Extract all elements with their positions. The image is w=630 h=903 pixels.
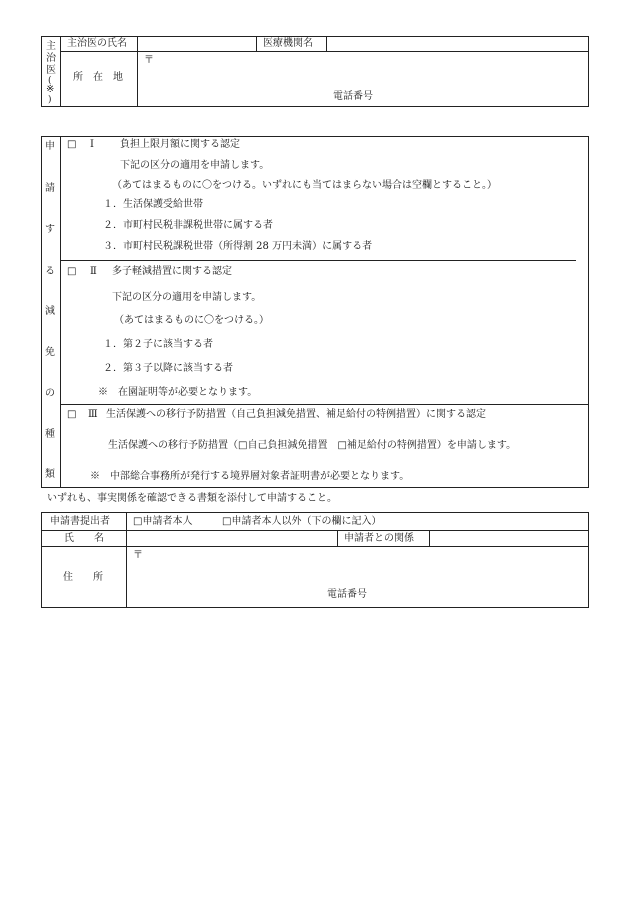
doctor-phone-label: 電話番号 xyxy=(333,91,373,102)
doctor-side-divider xyxy=(60,36,61,107)
item2-note: ※ 在園証明等が必要となります。 xyxy=(98,387,258,398)
reduction-side-char: 請 xyxy=(45,183,55,194)
item2-line1: 下記の区分の適用を申請します。 xyxy=(112,292,262,303)
relation-field[interactable] xyxy=(430,531,588,545)
doctor-row-divider xyxy=(60,51,589,52)
applicant-label-divider xyxy=(126,512,127,608)
reduction-side-char: 免 xyxy=(45,347,55,358)
reduction-side-char: の xyxy=(45,388,55,399)
item3-numeral: Ⅲ xyxy=(88,409,98,420)
item1-title: 負担上限月額に関する認定 xyxy=(120,139,240,150)
doctor-address-label: 所 在 地 xyxy=(73,72,123,83)
item2-option-1[interactable]: １．第２子に該当する者 xyxy=(103,339,213,350)
relation-label: 申請者との関係 xyxy=(344,533,414,544)
doctor-side-char: ) xyxy=(48,95,52,105)
reduction-side-divider xyxy=(60,136,61,488)
doctor-side-char: ※ xyxy=(46,84,55,95)
attach-note: いずれも、事実関係を確認できる書類を添付して申請すること。 xyxy=(47,493,337,504)
item1-line2: （あてはまるものに〇をつける。いずれにも当てはまらない場合は空欄とすること。） xyxy=(112,180,497,191)
submitter-option-other[interactable]: □申請者本人以外（下の欄に記入） xyxy=(222,516,382,527)
item3-title: 生活保護への移行予防措置（自己負担減免措置、補足給付の特例措置）に関する認定 xyxy=(106,409,486,420)
item1-option-2[interactable]: ２．市町村民税非課税世帯に属する者 xyxy=(103,220,273,231)
reduction-side-char: 類 xyxy=(45,469,55,480)
submitter-label: 申請書提出者 xyxy=(50,516,110,527)
doctor-side-char: 治 xyxy=(46,53,56,64)
reduction-side-char: 種 xyxy=(45,429,55,440)
item3-checkbox[interactable]: □ xyxy=(67,409,77,420)
item1-checkbox[interactable]: □ xyxy=(67,139,77,150)
doctor-name-field[interactable] xyxy=(138,37,255,50)
relation-left-divider xyxy=(337,530,338,546)
item1-option-1[interactable]: １．生活保護受給世帯 xyxy=(103,199,203,210)
item1-option-3[interactable]: ３．市町村民税課税世帯（所得割 28 万円未満）に属する者 xyxy=(103,241,373,252)
item2-numeral: Ⅱ xyxy=(90,266,97,277)
item2-option-2[interactable]: ２．第３子以降に該当する者 xyxy=(103,363,233,374)
applicant-name-field[interactable] xyxy=(127,531,336,545)
item3-line1: 生活保護への移行予防措置（□自己負担減免措置 □補足給付の特例措置）を申請します。 xyxy=(108,440,517,451)
reduction-side-char: る xyxy=(45,266,55,277)
item1-bottom-divider xyxy=(60,260,576,261)
item2-bottom-divider xyxy=(60,404,589,405)
doctor-side-char: 主 xyxy=(46,41,56,52)
item3-note: ※ 中部総合事務所が発行する境界層対象者証明書が必要となります。 xyxy=(90,471,410,482)
doctor-side-char: ( xyxy=(48,76,52,86)
institution-field[interactable] xyxy=(327,37,588,50)
applicant-row2-divider xyxy=(41,546,589,547)
doctor-postal-mark: 〒 xyxy=(144,55,154,66)
institution-label: 医療機関名 xyxy=(263,38,313,49)
submitter-option-self[interactable]: □申請者本人 xyxy=(133,516,193,527)
doctor-side-char: 医 xyxy=(46,65,56,76)
item2-title: 多子軽減措置に関する認定 xyxy=(112,266,232,277)
item2-line2: （あてはまるものに〇をつける。） xyxy=(114,315,269,326)
reduction-side-char: 申 xyxy=(45,141,55,152)
applicant-address-label: 住 所 xyxy=(63,572,103,583)
reduction-side-char: 減 xyxy=(45,306,55,317)
doctor-name-label: 主治医の氏名 xyxy=(67,38,127,49)
reduction-side-char: す xyxy=(45,224,55,235)
applicant-phone-label: 電話番号 xyxy=(327,589,367,600)
applicant-name-label: 氏 名 xyxy=(64,533,104,544)
item1-line1: 下記の区分の適用を申請します。 xyxy=(120,160,270,171)
applicant-postal-mark: 〒 xyxy=(133,550,143,561)
item1-numeral: Ⅰ xyxy=(90,139,94,150)
item2-checkbox[interactable]: □ xyxy=(67,266,77,277)
institution-label-left-divider xyxy=(256,36,257,51)
